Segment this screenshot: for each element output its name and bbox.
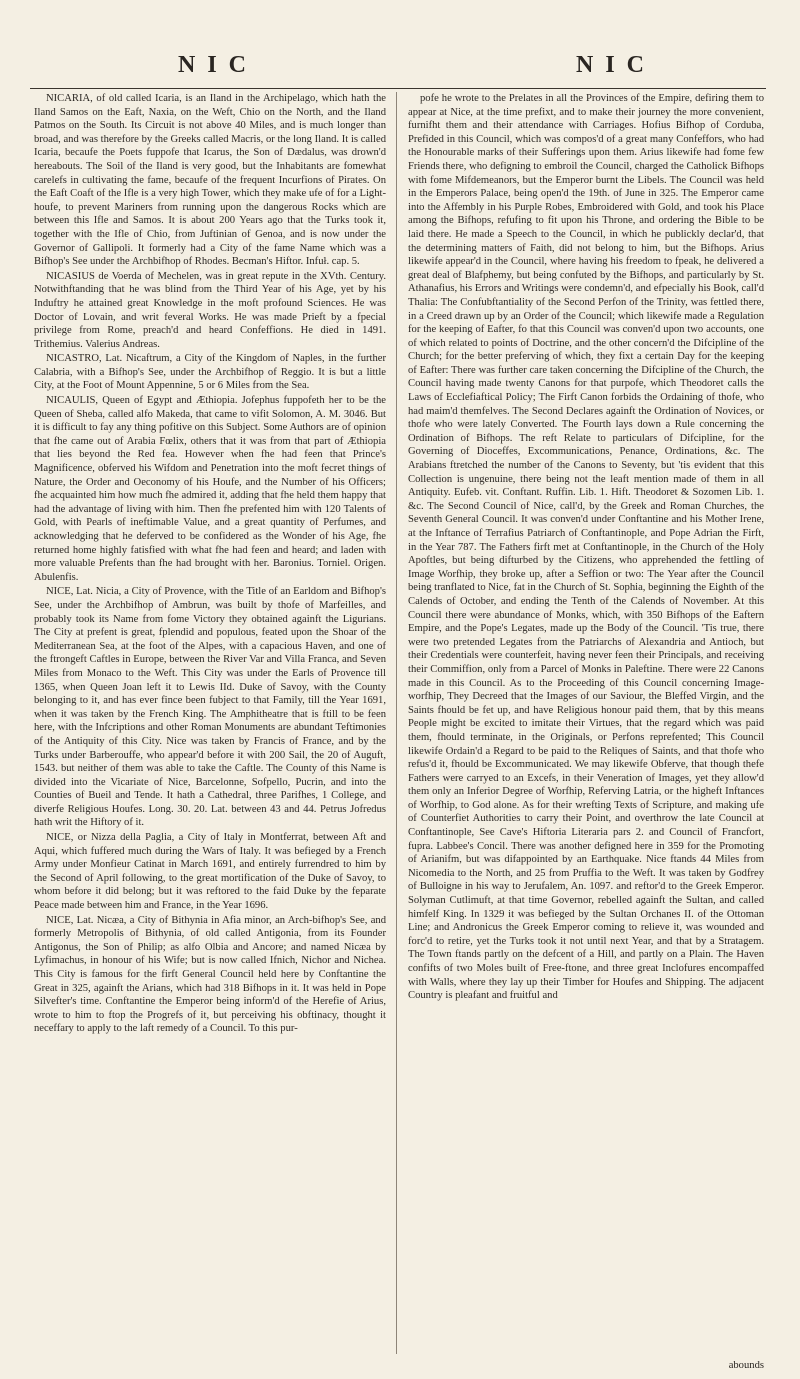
entry-nice-provence: NICE, Lat. Nicia, a City of Provence, with the Title of an Earldom and Bifhop's See, under the Archbifhop of Ambrun, was built by thofe of Marfeilles, and probably took its Name from fome Victory they obtained againft the Ligurians. The City at prefent is great, fplendid and populous, feated upon the Shoar of the Mediterranean Sea, at the foot of the Alpes, with a capacious Haven, and one of the ftrongeft Caftles in Europe, between the River Var and Villa Franca, and Seven Miles from Monaco to the Weft. This City was under the Earls of Provence till 1365, when Queen Joan left it to Lewis IId. Duke of Savoy, with the County belonging to it, and has ever fince been fubject to that Family, till the Year 1691, when it was taken by the French King. The Amphitheatre that is ftill to be feen here, with the Infcriptions and other Roman Monuments are abundant Teftimonies of the Antiquity of this City. Nice was taken by Francis of France, and by the Turks under Barberouffe, who appear'd before it with 200 Sail, the 20 of Auguft, 1543. but neither of them was able to take the Caftle. The County of this Name is divided into the Vicariate of Nice, Barcelonne, Sofpello, Pucrin, and into the Counties of Bueil and Tende. It hath a Cathedral, three Parifhes, 1 College, and diverfe Religious Houfes. Long. 30. 20. Lat. between 43 and 44. Petrus Jofredus hath writ the Hiftory of it. <box>34 586 386 829</box>
entry-nice-montferrat: NICE, or Nizza della Paglia, a City of Italy in Montferrat, between Aft and Aqui, which fuffered much during the Wars of Italy. It was befieged by a French Army under Monfieur Catinat in March 1691, and entirely furrendred to him by the Second of April following, to the great mortification of the Duke of Savoy, to whom before it did belong; but it was reftored to the faid Duke by the feparate Peace made between him and France, in the Year 1696. <box>34 832 386 912</box>
entry-nicastro: NICASTRO, Lat. Nicaftrum, a City of the Kingdom of Naples, in the further Calabria, with a Bifhop's See, under the Archbifhop of Reggio. It is but a little City, at the Foot of Mount Appennine, 5 or 6 Miles from the Sea. <box>34 353 386 392</box>
catchword: abounds <box>728 1360 764 1371</box>
entry-nicaria: NICARIA, of old called Icaria, is an Iland in the Archipelago, which hath the Iland Samos on the Eaft, Naxia, on the Weft, Chio on the North, and the Iland Patmos on the South. Its Circuit is not above 40 Miles, and is much longer than broad, and was therefore by the Greeks called Macris, or the long Iland. It is called Icaria, becaufe the Poets fuppofe that Icarus, the Son of Dædalus, was drown'd hereabouts. The Soil of the Iland is very good, but the Inhabitants are fomewhat carelefs in cultivating the fame, becaufe of the frequent Incurfions of Pirates. On the Eaft Coaft of the Ifle is a very high Tower, which they make ufe of for a Light-houfe, to prevent Mariners from running upon the dangerous Rocks which are between this Ifle and Samos. It is about 200 Years ago that the Turks took it, together with the Ifle of Chio, from Juftinian of Genoa, and is now under the Governor of Gallipoli. It formerly had a City of the fame Name which was a Bifhop's See under the Archbifhop of Rhodes. Becman's Hiftor. Infuł. cap. 5. <box>34 93 386 268</box>
column-divider <box>396 92 397 1354</box>
running-head-left: N I C <box>178 52 250 78</box>
running-head-right: N I C <box>576 52 648 78</box>
entry-nicaulis: NICAULIS, Queen of Egypt and Æthiopia. Jofephus fuppofeth her to be the Queen of Sheba, called alfo Makeda, that came to vifit Solomon, A. M. 3046. But it is difficult to fay any thing pofitive on this Subject. Some Authors are of opinion that fhe came out of Arabia Fœlix, others that it was from that part of Æthiopia that lies beyond the Red fea. However when fhe had feen that Prince's Magnificence, obferved his Wifdom and Penetration into the moft fecret things of Nature, the Order and Oeconomy of his Houfe, and the Number of his Officers; fhe acquainted him how much fhe admired it, adding that fhe held them happy that had the advantage of living with him. Then fhe prefented him with 120 Talents of Gold, with Pearls of ineftimable Value, and a great quantity of Perfumes, and acknowledging that he deferved to be confidered as the Wonder of his Age, fhe returned home highly fatisfied with what fhe had feen and heard; and laden with more valuable Prefents than fhe had brought with her. Baronius. Torniel. Origen. Abulenfis. <box>34 395 386 583</box>
entry-nice-bithynia-continued: pofe he wrote to the Prelates in all the Provinces of the Empire, defiring them to appear at Nice, at the time prefixt, and to make their journey the more convenient, furnifht them and their attendance with Carriages. Hofius Bifhop of Corduba, Prefided in this Council, which was compos'd of a great many Confeffors, who had the Honourable marks of their Sufferings upon them. Arius likewife had fome few Friends there, who defigning to embroil the Council, charged the Catholick Bifhops with fome Mifdemeanors, but the Emperor burnt the Libels. The Council was held in the Emperors Palace, being open'd the 19th. of June in 325. The Emperor came into the Affembly in his Purple Robes, Embroidered with Gold, and took his Place among the Bifhops, refufing to fit upon his Throne, and ordering the Bible to be laid there. He made a Speech to the Council, in which he publickly declar'd, that the determining matters of Faith, did not belong to him, but the Bifhops. Arius likewife appear'd in the Council, where having his freedom to fpeak, he delivered a great deal of Blafphemy, but being confuted by the Bifhops, and particularly by St. Athanafius, his Errors and Writings were condemn'd, and efpecially his Book, call'd Thalia: The Confubftantiality of the Second Perfon of the Trinity, was fettled there, in a Creed drawn up by an Order of the Council; which likewife made a Regulation for the keeping of Eafter, fo that this Council was conven'd upon two accounts, one of which related to points of Doctrine, and the other concern'd the Difcipline of the Church; for the better preferving of which, they fixt a certain Day for the keeping of Eafter: There was further care taken concerning the Difcipline of the Church, the Council having made twenty Canons for that purpofe, which Theodoret calls the Laws of Ecclefiaftical Policy; The Firft Canon forbids the Ordaining of thofe, who had maim'd themfelves. The Second Declares againft the Ordination of Novices, or thofe who were lately Converted. The Fourth lays down a Rule concerning the Ordination of Bifhops. The reft Relate to particulars of Difcipline, for the Governing of Dioceffes, Excommunications, Penance, Ordinations, &c. The Arabians ftretched the number of the Canons to Seventy, but 'tis evident that this Collection is ungenuine, there being not the leaft mention made of them in all Antiquity. Eufeb. vit. Conftant. Ruffin. Lib. 1. Hift. Theodoret & Sozomen Lib. 1. &c. The Second Council of Nice, call'd, by the Greek and Roman Churches, the Seventh General Council. It was conven'd under Conftantine and his Mother Irene, at the Inftance of Terrafius Patriarch of Conftantinople, and Pope Adrian the Firft, in the Year 787. The Fathers firft met at Conftantinople, in the Church of the Holy Apoftles, but being difturbed by the Citizens, who apprehended the fettling of Image Worfhip, they broke up, after a Seffion or two: The Year after the Council being tranflated to Nice, fat in the Church of St. Sophia, beginning the Eighth of the Calends of October, and ending the Tenth of the Calends of November. At this Council there were abundance of Monks, which, with 350 Bifhops of the Eaftern Empire, and the Pope's Legates, made up the Body of the Council. 'Tis true, there were two pretended Legates from the Patriarchs of Alexandria and Antioch, but their Credentials were counterfeit, having never feen their Principals, and receiving their Commiffion, only from a Parcel of Monks in Paleftine. There were 22 Canons made in this Council. As to the Proceeding of this Council concerning Image-worfhip, They Decreed that the Images of our Saviour, the Bleffed Virgin, and the Saints fhould be fet up, and have Religious honour paid them, that by this means People might be excited to imitate their Virtues, that the regard which was paid them, fhould terminate, in the Originals, or Perfons reprefented; This Council likewife Ordain'd a Regard to be paid to the Reliques of Saints, and that thofe who refus'd it, fhould be Excommunicated. We may likewife Obferve, that though thefe Fathers were carryed to an Excefs, in their Veneration of Images, yet they allow'd them only an Inferior Degree of Worfhip, Referving Latria, or the higheft Inftances of Worfhip, to God alone. As for their wrefting Texts of Scripture, and making ufe of Counterfiet Authorities to carry their Point, and overthrow the late Council at Conftantinople, See Cave's Hiftoria Literaria pars 2. and Council of Francfort, fupra. Labbee's Concil. There was another defigned here in 359 for the Promoting of Arianifm, but was difappointed by an Earthquake. Nice ftands 44 Miles from Nicomedia to the North, and 25 from Pruffia to the Weft. It was taken by Godfrey of Bulloigne in his way to Jerufalem, An. 1097. and reftor'd to the Greek Emperor. Solyman Cutlimuft, at that time Governor, rebelled againft the Sultan, and called himfelf King. In 1329 it was befieged by the Sultan Orchanes II. of the Ottoman Line; and Andronicus the Greek Emperor coming to relieve it, was wounded and forc'd to retire, yet the Turks took it not until next Year, and that by a Stratagem. The Town ftands partly on the defcent of a Hill, and partly on a Plain. The Haven confifts of two Moles built of Free-ftone, and three great Inclofures encompaffed with Walls, where they lay up their Timber for Houfes and Shipping. The adjacent Country is pleafant and fruitful and <box>408 93 764 1002</box>
header-rule <box>30 88 766 89</box>
right-column <box>408 92 764 1357</box>
entry-nicasius: NICASIUS de Voerda of Mechelen, was in great repute in the XVth. Century. Notwithftanding that he was blind from the Third Year of his Age, yet by his Induftry he attained great Knowledge in the moft profound Sciences. He was Doctor of Lovain, and writ feveral Works. He was made Prieft by a fpecial privilege from Rome, preach'd and heard Confeffions. He died in 1491. Trithemius. Valerius Andreas. <box>34 270 386 350</box>
running-head <box>0 52 800 86</box>
entry-nice-bithynia: NICE, Lat. Nicæa, a City of Bithynia in Afia minor, an Arch-bifhop's See, and formerly Metropolis of Bithynia, of old called Antigonia, from its Founder Antigonus, the Son of Philip; as alfo Olbia and Ancore; and named Nicæa by Lyfimachus, in honour of his Wife; but is now called Ifnich, Nichor and Nichea. This City is famous for the firft General Council held here by Conftantine the Great in 325, againft the Arians, which had 318 Bifhops in it. It was held in Pope Silvefter's time. Conftantine the Emperor being inform'd of the Herefie of Arius, wrote to him to ftop the Progrefs of it, but perceiving his obftinacy, thought it neceffary to apply to the laft remedy of a Council. To this pur- <box>34 914 386 1035</box>
left-column <box>34 92 386 1357</box>
